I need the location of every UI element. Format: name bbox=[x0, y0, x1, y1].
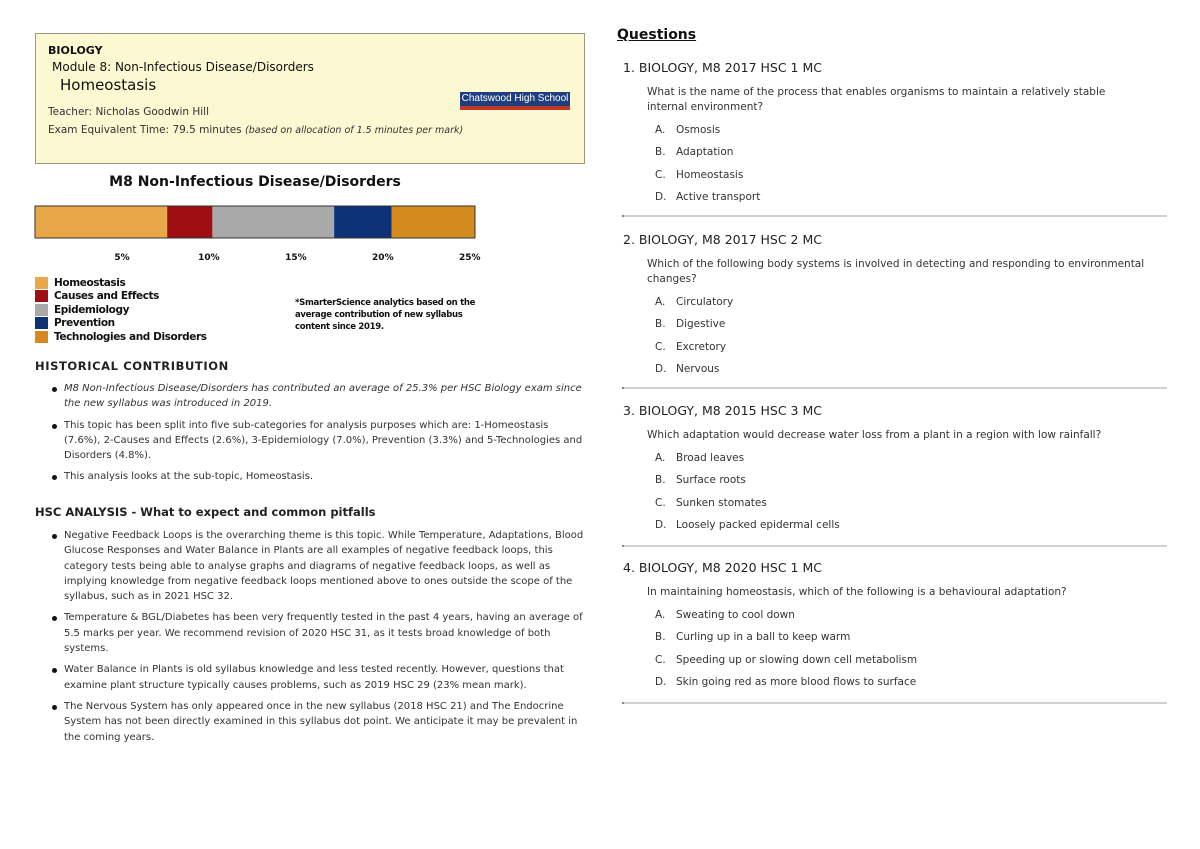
option-letter: C. bbox=[655, 340, 666, 353]
chart-note: *SmarterScience analytics based on the average contribution of new syllabus content since 2019. bbox=[295, 298, 476, 332]
option bbox=[655, 186, 1167, 208]
list-item: This topic has been split into five sub-categories for analysis purposes which are: 1-Homeostasis (7.6%), 2-Causes and Effects (2.6%), 3-Epidemiology (7.0%), Prevention (3.3%) and 5-Technologies and Disorders (4.8%). bbox=[50, 418, 585, 464]
option-text: Homeostasis bbox=[676, 168, 744, 181]
legend-swatch bbox=[35, 304, 48, 316]
question-stem: Which of the following body systems is involved in detecting and responding to environmental changes? bbox=[647, 258, 1145, 285]
bar-segment-technologies-and-disorders bbox=[392, 206, 475, 238]
module-title: Module 8: Non-Infectious Disease/Disorders bbox=[52, 60, 314, 74]
question-options bbox=[655, 291, 1167, 380]
exam-time-line bbox=[48, 124, 572, 136]
header-box bbox=[35, 33, 585, 164]
bar-segment-homeostasis bbox=[35, 206, 167, 238]
legend-label: Prevention bbox=[54, 317, 115, 330]
x-tick-label: 5% bbox=[114, 253, 130, 263]
option bbox=[655, 604, 1167, 626]
option-text: Circulatory bbox=[676, 296, 734, 308]
question-options bbox=[655, 119, 1167, 208]
legend-label: Technologies and Disorders bbox=[54, 330, 207, 343]
option bbox=[655, 141, 1167, 163]
bar-segment-causes-and-effects bbox=[167, 206, 212, 238]
question-1 bbox=[622, 60, 1167, 208]
list-item: This analysis looks at the sub-topic, Homeostasis. bbox=[50, 469, 585, 484]
option bbox=[655, 469, 1167, 491]
option-text: Excretory bbox=[676, 340, 727, 353]
question-heading: 3. BIOLOGY, M8 2015 HSC 3 MC bbox=[623, 403, 822, 418]
option-text: Sunken stomates bbox=[676, 496, 767, 509]
school-name: Chatswood High School bbox=[461, 93, 569, 104]
chart-title: M8 Non-Infectious Disease/Disorders bbox=[109, 174, 401, 190]
list-item: Temperature & BGL/Diabetes has been very frequently tested in the past 4 years, having an average of 5.5 marks per year. We recommend revision of 2020 HSC 31, as it tests broad knowledge of both systems. bbox=[50, 610, 585, 656]
option-letter: D. bbox=[655, 362, 667, 375]
x-tick-label: 10% bbox=[198, 253, 220, 263]
exam-note: (based on allocation of 1.5 minutes per mark) bbox=[245, 125, 464, 136]
option-text: Curling up in a ball to keep warm bbox=[676, 631, 851, 644]
historical-list bbox=[50, 381, 585, 491]
option-letter: A. bbox=[655, 296, 666, 308]
question-heading: 4. BIOLOGY, M8 2020 HSC 1 MC bbox=[623, 560, 822, 575]
option-letter: D. bbox=[655, 675, 667, 688]
option-text: Active transport bbox=[676, 190, 761, 203]
legend-item bbox=[35, 276, 207, 290]
option-text: Sweating to cool down bbox=[676, 609, 795, 621]
question-heading: 1. BIOLOGY, M8 2017 HSC 1 MC bbox=[623, 60, 822, 75]
option-letter: C. bbox=[655, 496, 666, 509]
legend-swatch bbox=[35, 290, 48, 302]
option-letter: D. bbox=[655, 518, 667, 531]
legend-item bbox=[35, 330, 207, 344]
question-options bbox=[655, 447, 1167, 536]
option bbox=[655, 514, 1167, 536]
question-divider bbox=[622, 215, 1167, 217]
hsc-heading-main: HSC ANALYSIS bbox=[35, 505, 128, 519]
rich-text: M8 Non-Infectious Disease/Disorders has contributed an average of 25.3% per HSC Biology exam since the new syllabus was introduced in 2019. bbox=[64, 383, 582, 410]
hsc-analysis-heading bbox=[35, 505, 376, 519]
question-stem: What is the name of the process that enables organisms to maintain a relatively stable internal environment? bbox=[647, 86, 1106, 113]
option bbox=[655, 336, 1167, 358]
legend-item bbox=[35, 290, 207, 304]
legend-label: Homeostasis bbox=[54, 276, 126, 289]
x-tick-label: 20% bbox=[372, 253, 394, 263]
legend-item bbox=[35, 317, 207, 331]
question-3 bbox=[622, 403, 1167, 536]
list-item: Negative Feedback Loops is the overarching theme is this topic. While Temperature, Adaptations, Blood Glucose Responses and Water Balance in Plants are all examples of negative feedback loops, this category tests being able to analyse graphs and diagrams of negative feedback loops, as well as implying knowledge from negative feedback loops mentioned above to ones outside the scope of the syllabus, such as in 2021 HSC 32. bbox=[50, 528, 585, 604]
question-divider bbox=[622, 387, 1167, 389]
teacher-label: Teacher: bbox=[48, 106, 93, 118]
option bbox=[655, 291, 1167, 313]
x-tick-label: 15% bbox=[285, 253, 307, 263]
option bbox=[655, 626, 1167, 648]
option-letter: B. bbox=[655, 631, 666, 644]
option bbox=[655, 671, 1167, 693]
option-text: Skin going red as more blood flows to surface bbox=[676, 675, 917, 688]
option-text: Adaptation bbox=[676, 146, 734, 159]
exam-value: 79.5 minutes bbox=[172, 124, 242, 136]
option bbox=[655, 164, 1167, 186]
option bbox=[655, 447, 1167, 469]
school-logo-stripe bbox=[460, 106, 570, 110]
question-stem: In maintaining homeostasis, which of the following is a behavioural adaptation? bbox=[647, 586, 1067, 598]
option-letter: C. bbox=[655, 653, 666, 666]
questions-title: Questions bbox=[617, 27, 697, 43]
option-letter: D. bbox=[655, 190, 667, 203]
option bbox=[655, 313, 1167, 335]
list-item: Water Balance in Plants is old syllabus knowledge and less tested recently. However, questions that examine plant structure typically causes problems, such as 2019 HSC 29 (23% mean mark). bbox=[50, 662, 585, 693]
option-letter: A. bbox=[655, 609, 666, 621]
legend-label: Causes and Effects bbox=[54, 290, 159, 303]
option-text: Loosely packed epidermal cells bbox=[676, 518, 840, 531]
question-2 bbox=[622, 232, 1167, 380]
option bbox=[655, 119, 1167, 141]
topic-title: Homeostasis bbox=[60, 76, 157, 94]
bar-segment-epidemiology bbox=[212, 206, 334, 238]
bar-segment-prevention bbox=[334, 206, 391, 238]
subject-label: BIOLOGY bbox=[48, 44, 103, 57]
question-divider bbox=[622, 545, 1167, 547]
question-heading: 2. BIOLOGY, M8 2017 HSC 2 MC bbox=[623, 232, 822, 247]
legend-item bbox=[35, 303, 207, 317]
option-text: Broad leaves bbox=[676, 452, 745, 464]
exam-label: Exam Equivalent Time: bbox=[48, 124, 170, 136]
stacked-bar-chart bbox=[30, 198, 500, 268]
legend-swatch bbox=[35, 277, 48, 289]
option-text: Osmosis bbox=[676, 124, 721, 136]
teacher-name: Nicholas Goodwin Hill bbox=[95, 106, 210, 118]
option-letter: B. bbox=[655, 474, 666, 487]
option bbox=[655, 492, 1167, 514]
option-text: Nervous bbox=[676, 362, 720, 375]
x-tick-label: 25% bbox=[459, 253, 481, 263]
option-text: Digestive bbox=[676, 318, 726, 331]
historical-heading: HISTORICAL CONTRIBUTION bbox=[35, 359, 229, 373]
option-text: Surface roots bbox=[676, 474, 746, 487]
option bbox=[655, 649, 1167, 671]
option-letter: B. bbox=[655, 318, 666, 331]
option-text: Speeding up or slowing down cell metabolism bbox=[676, 653, 918, 666]
legend-swatch bbox=[35, 317, 48, 329]
option-letter: B. bbox=[655, 146, 666, 159]
school-logo bbox=[460, 92, 570, 110]
legend-swatch bbox=[35, 331, 48, 343]
chart-legend bbox=[35, 276, 207, 344]
list-item: The Nervous System has only appeared once in the new syllabus (2018 HSC 21) and The Endocrine System has not been directly examined in this syllabus dot point. We anticipate it may be prevalent in the coming years. bbox=[50, 699, 585, 745]
question-divider bbox=[622, 702, 1167, 704]
option-letter: A. bbox=[655, 452, 666, 464]
question-stem: Which adaptation would decrease water loss from a plant in a region with low rainfall? bbox=[647, 429, 1102, 441]
option-letter: C. bbox=[655, 168, 666, 181]
question-4 bbox=[622, 560, 1167, 693]
option-letter: A. bbox=[655, 124, 666, 136]
question-options bbox=[655, 604, 1167, 693]
hsc-analysis-list bbox=[50, 528, 585, 751]
list-item bbox=[50, 381, 585, 412]
option bbox=[655, 358, 1167, 380]
hsc-heading-rest: - What to expect and common pitfalls bbox=[127, 505, 376, 519]
legend-label: Epidemiology bbox=[54, 303, 130, 316]
